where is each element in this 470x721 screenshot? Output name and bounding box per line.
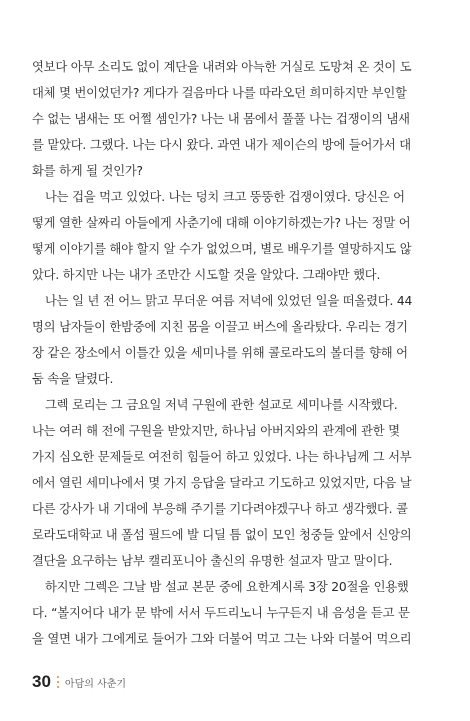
text-line: 에서 열린 세미나에서 몇 가지 응답을 달라고 기도하고 있었지만, 다음 날	[32, 476, 412, 490]
text-line: 떻게 열한 살짜리 아들에게 사춘기에 대해 이야기하겠는가? 나는 정말 어	[32, 216, 411, 230]
text-line: 그렉 로리는 그 금요일 저녁 구원에 관한 설교로 세미나를 시작했다.	[45, 398, 398, 412]
page-footer	[32, 672, 126, 692]
text-line: 결단을 요구하는 남부 캘리포니아 출신의 유명한 설교자 말고 말이다.	[32, 554, 393, 568]
text-line: 명의 남자들이 한밤중에 지친 몸을 이끌고 버스에 올라탔다. 우리는 경기	[32, 320, 408, 334]
text-line: 을 열면 내가 그에게로 들어가 그와 더불어 먹고 그는 나와 더불어 먹으리	[32, 632, 412, 646]
text-line: 하지만 그렉은 그날 밤 설교 본문 중에 요한계시록 3장 20절을 인용했	[45, 580, 409, 594]
text-line: 엿보다 아무 소리도 없이 계단을 내려와 아늑한 거실로 도망쳐 온 것이 도	[32, 60, 412, 74]
text-line: 장 같은 장소에서 이틀간 있을 세미나를 위해 콜로라도의 볼더를 향해 어	[32, 346, 408, 360]
text-line: 화를 하게 될 것인가?	[32, 164, 143, 178]
footer-separator-dots	[57, 674, 59, 690]
text-line: 나는 일 년 전 어느 맑고 무더운 여름 저녁에 있었던 일을 떠올렸다. 44	[45, 294, 413, 308]
body-text	[32, 54, 432, 652]
text-line: 대체 몇 번이었던가? 게다가 걸음마다 나를 따라오던 희미하지만 부인할	[32, 86, 407, 100]
separator-dot	[57, 676, 59, 678]
text-line: 나는 겁을 먹고 있었다. 나는 덩치 크고 뚱뚱한 겁쟁이였다. 당신은 어	[45, 190, 405, 204]
text-line: 다. “볼지어다 내가 문 밖에 서서 두드리노니 누구든지 내 음성을 듣고 문	[32, 606, 410, 620]
text-line: 았다. 하지만 나는 내가 조만간 시도할 것을 알았다. 그래야만 했다.	[32, 268, 381, 282]
running-book-title: 아담의 사춘기	[64, 678, 127, 690]
text-line: 떻게 이야기를 해야 할지 알 수가 없었으며, 별로 배우기를 열망하지도 않	[32, 242, 412, 256]
text-line: 수 없는 냄새는 또 어쩔 셈인가? 나는 내 몸에서 풀풀 나는 겁쟁이의 냄새	[32, 112, 410, 126]
separator-dot	[57, 686, 59, 688]
text-line: 둠 속을 달렸다.	[32, 372, 114, 386]
separator-dot	[57, 681, 59, 683]
text-line: 다른 강사가 내 기대에 부응해 주기를 기다려야겠구나 하고 생각했다. 콜	[32, 502, 408, 516]
text-line: 가지 심오한 문제들로 여전히 힘들어 하고 있었다. 나는 하나님께 그 서부	[32, 450, 412, 464]
text-line: 를 맡았다. 그랬다. 나는 다시 왔다. 과연 내가 제이슨의 방에 들어가서 대	[32, 138, 411, 152]
text-line: 로라도대학교 내 폴섬 필드에 발 디딜 틈 없이 모인 청중들 앞에서 신앙의	[32, 528, 412, 542]
text-line: 나는 여러 해 전에 구원을 받았지만, 하나님 아버지와의 관계에 관한 몇	[32, 424, 400, 438]
page-number: 30	[32, 672, 51, 691]
